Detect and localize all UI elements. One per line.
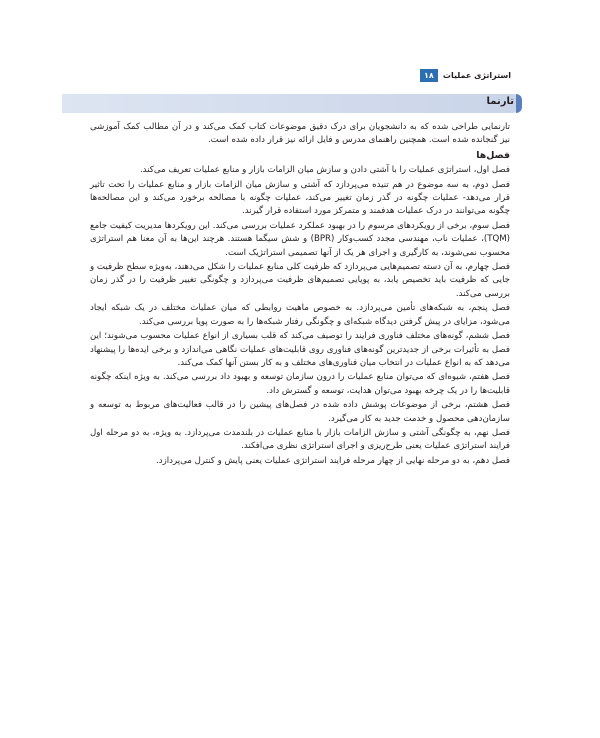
section-heading-band bbox=[62, 94, 522, 113]
chapter-paragraph: فصل چهارم، به آن دسته تصمیم‌هایی می‌پردازد که ظرفیت کلی منابع عملیات را شکل می‌دهند، به‌ویژه سطح ظرفیت و جایی که ظرفیت باید تخصیص یابد، به پویایی تصمیم‌های ظرفیت می‌پردازد و چگونگی تغییر ظرفیت را در گذر زمان بررسی می‌کند. bbox=[90, 262, 510, 299]
page-number: ۱۸ bbox=[420, 69, 438, 82]
chapter-paragraph: فصل هفتم، شیوه‌ای که می‌توان منابع عملیات را درون سازمان توسعه و بهبود داد بررسی می‌کند. به ویژه اینکه چگونه قابلیت‌ها را در یک چرخه بهبود می‌توان هدایت، توسعه و گسترش داد. bbox=[90, 372, 510, 396]
chapter-paragraph: فصل هشتم، برخی از موضوعات پوشش داده شده در فصل‌های پیشین را در قالب فعالیت‌های مربوط به توسعه و سازمان‌دهی محصول و خدمت جدید به کار می‌گیرد. bbox=[90, 400, 510, 424]
running-head bbox=[420, 69, 511, 82]
page-body bbox=[90, 121, 510, 469]
intro-paragraph: تارنمایی طراحی شده که به دانشجویان برای درک دقیق موضوعات کتاب کمک می‌کند و در آن مطالب کمک آموزشی نیز گنجانده شده است. همچنین راهنمای مدرس و فایل ارائه نیز قرار داده شده است. bbox=[90, 122, 510, 146]
chapter-paragraph: فصل نهم، به چگونگی آشتی و سازش الزامات بازار با منابع عملیات در بلندمدت می‌پردازد. به ویژه، به دو مرحله اول فرایند استراتژی عملیات یعنی طرح‌ریزی و اجرای استراتژی نظری می‌افکند. bbox=[90, 427, 510, 452]
chapters-heading: فصل‌ها bbox=[476, 149, 510, 161]
chapter-paragraph: فصل اول، استراتژی عملیات را با آشتی دادن و سازش میان الزامات بازار و منابع عملیات تعریف می‌کند. bbox=[139, 165, 510, 176]
chapter-paragraph: فصل دهم، به دو مرحله نهایی از چهار مرحله فرایند استراتژی عملیات یعنی پایش و کنترل می‌پردازد. bbox=[156, 455, 510, 466]
section-heading-cap bbox=[516, 94, 522, 113]
chapter-paragraph: فصل پنجم، به شبکه‌های تأمین می‌پردازد. به خصوص ماهیت روابطی که میان عملیات مختلف در یک شبکه ایجاد می‌شود، مزایای در پیش گرفتن دیدگاه شبکه‌ای و چگونگی رفتار شبکه‌ها را به صورت پویا بررسی می‌کند. bbox=[90, 303, 510, 327]
chapter-paragraph: فصل ششم، گونه‌های مختلف فناوری فرایند را توصیف می‌کند که قلب بسیاری از انواع عملیات محسوب می‌شوند؛ این فصل به تأثیرات برخی از جدیدترین گونه‌های فناوری روی قابلیت‌های عملیات نگاهی می‌اندازد و برخی ایده‌ها را پیشنهاد می‌دهد که به انواع عملیات در انتخاب میان فناوری‌های مختلف و به کار بستن آنها کمک می‌کند. bbox=[90, 331, 510, 368]
running-head-title: استراتژی عملیات bbox=[442, 71, 511, 80]
chapter-paragraph: فصل سوم، برخی از رویکردهای مرسوم را در بهبود عملکرد عملیات بررسی می‌کند. این رویکردها مدیریت کیفیت جامع (TQM)، عملیات ناب، مهندسی مجدد کسب‌وکار (BPR) و شش سیگما هستند. هرچند این‌ها به آن معنا هم استراتژی محسوب نمی‌شوند، به کارگیری و اجرای هر یک از آنها تصمیمی استراتژیک است. bbox=[90, 220, 510, 258]
section-title: تارنما bbox=[486, 96, 514, 107]
chapter-paragraph: فصل دوم، به سه موضوع در هم تنیده می‌پردازد که آشتی و سازش میان الزامات بازار و منابع عملیات را تحت تاثیر قرار می‌دهد- عملیات چگونه در گذر زمان تغییر می‌کند، عملیات چگونه با مصالحه برخورد می‌کند و این مصالحه‌ها چگونه می‌توانند در درک عملیات هدفمند و متمرکز مورد استفاده قرار گیرند. bbox=[90, 179, 510, 217]
